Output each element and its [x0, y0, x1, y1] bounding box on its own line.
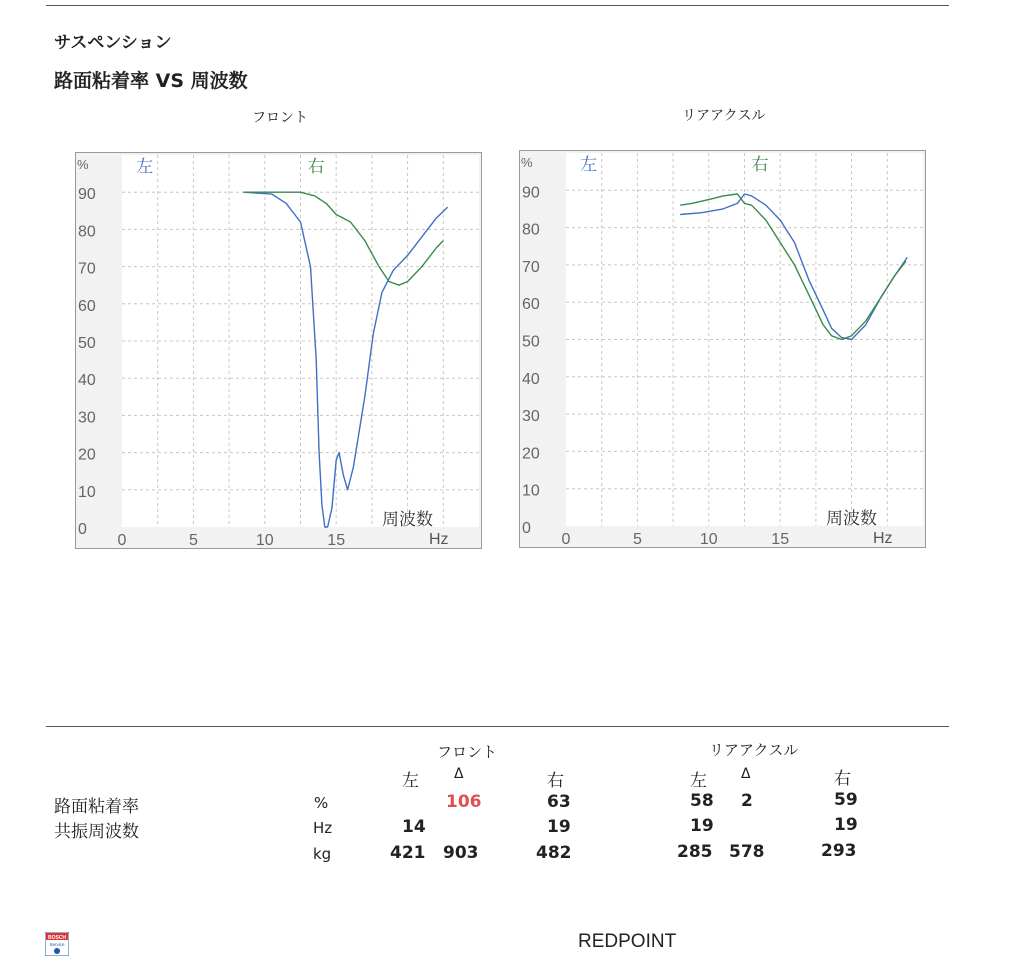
rear-header: リアアクスル [709, 741, 799, 759]
front-sub-right: 右 [547, 771, 564, 791]
row-unit-adhesion: % [314, 794, 329, 812]
y-tick-label: 30 [522, 408, 540, 426]
x-tick-label: 0 [561, 531, 571, 548]
y-tick-label: 70 [522, 258, 540, 276]
front-header: フロント [437, 743, 498, 761]
front-right-resonance: 19 [547, 817, 571, 837]
top-rule [46, 5, 949, 6]
front-chart-svg [76, 153, 481, 548]
y-tick-label: 0 [522, 520, 531, 537]
rear-left-resonance: 19 [690, 816, 714, 836]
rear-sub-delta: Δ [741, 766, 751, 782]
front-right-weight: 482 [536, 843, 572, 863]
x-tick-label: 5 [188, 532, 198, 549]
x-unit-label: Hz [429, 531, 449, 548]
y-tick-label: 10 [522, 482, 540, 500]
row-label-adhesion: 路面粘着率 [54, 797, 139, 817]
y-tick-label: 90 [522, 184, 540, 202]
front-left-weight: 421 [390, 843, 426, 863]
front-chart-title: フロント [252, 110, 308, 126]
front-sub-delta: Δ [454, 766, 464, 782]
x-unit-label: Hz [873, 530, 893, 547]
section-label: サスペンション [54, 33, 172, 53]
table-rule [46, 726, 949, 727]
y-unit-label: % [77, 157, 89, 172]
legend-label-right: 右 [751, 155, 769, 175]
rear-right-weight: 293 [821, 841, 857, 861]
rear-sub-right: 右 [834, 769, 851, 789]
front-left-resonance: 14 [402, 817, 426, 837]
row-label-resonance: 共振周波数 [54, 822, 139, 842]
rear-delta-weight: 578 [729, 842, 765, 862]
y-tick-label: 20 [522, 445, 540, 463]
legend-label-right: 右 [307, 157, 325, 177]
front-chart [75, 152, 482, 549]
y-tick-label: 80 [78, 223, 96, 241]
y-tick-label: 40 [78, 372, 96, 390]
rear-chart-title: リアアクスル [682, 108, 766, 124]
rear-left-weight: 285 [677, 842, 713, 862]
y-unit-label: % [521, 155, 533, 170]
rear-sub-left: 左 [690, 771, 707, 791]
x-tick-label: 15 [771, 531, 790, 548]
footer-brand: REDPOINT [578, 931, 677, 952]
rear-left-adhesion: 58 [690, 791, 714, 811]
y-tick-label: 0 [78, 521, 87, 538]
bosch-service-logo [45, 932, 69, 956]
y-tick-label: 50 [78, 335, 96, 352]
y-tick-label: 50 [522, 333, 540, 351]
svg-text:BOSCH: BOSCH [47, 935, 67, 941]
x-caption: 周波数 [826, 509, 877, 529]
rear-delta-adhesion: 2 [741, 791, 753, 811]
y-tick-label: 20 [78, 446, 96, 464]
x-tick-label: 10 [699, 531, 718, 548]
svg-text:Service: Service [49, 942, 65, 947]
legend-label-left: 左 [136, 157, 154, 177]
y-tick-label: 70 [78, 260, 96, 278]
front-delta-weight: 903 [443, 843, 479, 863]
rear-chart [519, 150, 926, 548]
x-tick-label: 10 [255, 532, 274, 549]
front-sub-left: 左 [402, 771, 419, 791]
x-tick-label: 5 [632, 531, 642, 548]
front-delta-adhesion: 106 [446, 792, 482, 812]
y-tick-label: 30 [78, 409, 96, 427]
row-unit-resonance: Hz [313, 819, 333, 837]
x-tick-label: 0 [117, 532, 127, 549]
page-title: 路面粘着率 VS 周波数 [54, 70, 248, 92]
row-unit-weight: kg [313, 845, 332, 863]
rear-chart-svg [520, 151, 925, 547]
y-tick-label: 60 [78, 297, 96, 315]
x-tick-label: 15 [327, 532, 346, 549]
y-tick-label: 10 [78, 483, 96, 501]
rear-right-adhesion: 59 [834, 790, 858, 810]
x-caption: 周波数 [382, 510, 433, 530]
rear-right-resonance: 19 [834, 815, 858, 835]
front-right-adhesion: 63 [547, 792, 571, 812]
y-tick-label: 40 [522, 370, 540, 388]
legend-label-left: 左 [580, 155, 598, 175]
y-tick-label: 90 [78, 186, 96, 204]
y-tick-label: 80 [522, 221, 540, 239]
y-tick-label: 60 [522, 296, 540, 314]
